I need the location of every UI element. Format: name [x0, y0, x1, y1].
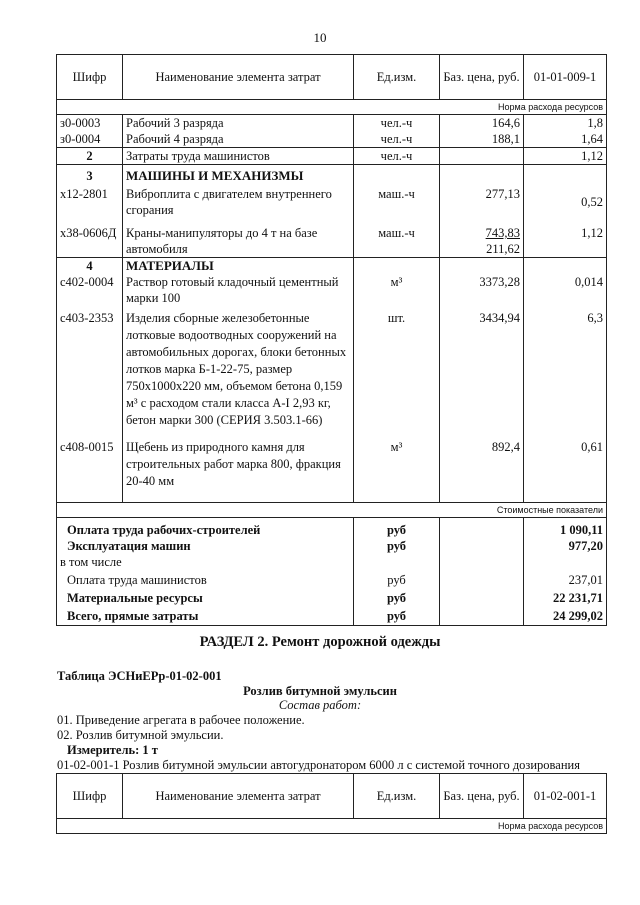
row-code: с402-0004 — [57, 274, 123, 306]
works-title: Состав работ: — [278, 698, 362, 712]
row-name: Раствор готовый кладочный цементный марки 100 — [123, 274, 354, 306]
row-price — [440, 148, 524, 165]
table-row — [57, 274, 607, 306]
row-code: х12-2801 — [57, 184, 123, 218]
header-rate-code: 01-01-009-1 — [524, 55, 607, 100]
row-value: 0,014 — [524, 274, 607, 306]
cost-label: Материальные ресурсы — [57, 588, 354, 606]
row-unit: чел.-ч — [354, 148, 440, 165]
cost-row — [57, 606, 607, 626]
cost-value: 1 090,11 — [524, 522, 607, 538]
cost-value: 24 299,02 — [524, 606, 607, 626]
row-price: 164,6 — [440, 115, 524, 132]
cost-label: в том числе — [57, 554, 354, 570]
row-name: Виброплита с двигателем внутреннего сгорания — [123, 184, 354, 218]
header-name: Наименование элемента затрат — [123, 774, 354, 819]
cost-label: Оплата труда рабочих-строителей — [57, 522, 354, 538]
section-title: РАЗДЕЛ 2. Ремонт дорожной одежды — [199, 634, 441, 650]
table-row — [57, 306, 607, 435]
table-row — [57, 435, 607, 503]
cost-value: 977,20 — [524, 538, 607, 554]
row-price: 277,13 — [440, 184, 524, 218]
cost-unit: руб — [354, 522, 440, 538]
row-value: 1,8 — [524, 115, 607, 132]
row-name: Рабочий 3 разряда — [123, 115, 354, 132]
row-price — [440, 218, 524, 258]
cost-value: 22 231,71 — [524, 588, 607, 606]
row-name: Краны-манипуляторы до 4 т на базе автомобиля — [123, 218, 354, 258]
section-number: 4 — [57, 258, 123, 275]
row-code: х38-0606Д — [57, 218, 123, 258]
row-unit: чел.-ч — [354, 115, 440, 132]
row-value: 6,3 — [524, 306, 607, 435]
operation-title: Розлив битумной эмульсин — [243, 684, 397, 698]
cost-label: Всего, прямые затраты — [57, 606, 354, 626]
row-unit: м³ — [354, 274, 440, 306]
work-item: 01. Приведение агрегата в рабочее положение. — [57, 713, 305, 727]
row-unit: маш.-ч — [354, 218, 440, 258]
table-row — [57, 218, 607, 258]
cost-label: Оплата труда машинистов — [57, 570, 354, 588]
row-price: 188,1 — [440, 131, 524, 148]
cost-unit — [354, 554, 440, 570]
header-price: Баз. цена, руб. — [440, 774, 524, 819]
header-code: Шифр — [57, 774, 123, 819]
cost-label: Эксплуатация машин — [57, 538, 354, 554]
header-rate-code: 01-02-001-1 — [524, 774, 607, 819]
table-row — [57, 115, 607, 132]
resource-band: Норма расхода ресурсов — [57, 100, 607, 115]
resource-table-2 — [56, 773, 607, 834]
row-unit: шт. — [354, 306, 440, 435]
variant-description: 01-02-001-1 Розлив битумной эмульсии автогудронатором 6000 л с системой точного дозирования — [57, 758, 580, 772]
row-code: с403-2353 — [57, 306, 123, 435]
cost-row — [57, 570, 607, 588]
price-extra: 211,62 — [486, 242, 520, 256]
row-price: 3434,94 — [440, 306, 524, 435]
row-name: Затраты труда машинистов — [123, 148, 354, 165]
cost-unit: руб — [354, 606, 440, 626]
row-code: з0-0004 — [57, 131, 123, 148]
section-row-materials — [57, 258, 607, 275]
row-name: Рабочий 4 разряда — [123, 131, 354, 148]
header-price: Баз. цена, руб. — [440, 55, 524, 100]
row-value: 1,12 — [524, 148, 607, 165]
table-header — [57, 55, 607, 100]
section-number: 3 — [57, 165, 123, 185]
row-unit: чел.-ч — [354, 131, 440, 148]
table-row — [57, 148, 607, 165]
row-price: 3373,28 — [440, 274, 524, 306]
header-unit: Ед.изм. — [354, 774, 440, 819]
row-name: Щебень из природного камня для строительных работ марка 800, фракция 20-40 мм — [123, 435, 354, 503]
row-price: 892,4 — [440, 435, 524, 503]
row-value: 0,61 — [524, 435, 607, 503]
work-item: 02. Розлив битумной эмульсии. — [57, 728, 224, 742]
header-unit: Ед.изм. — [354, 55, 440, 100]
table-code: Таблица ЭСНиЕРр-01-02-001 — [57, 669, 222, 683]
cost-row — [57, 588, 607, 606]
cost-row — [57, 522, 607, 538]
cost-unit: руб — [354, 538, 440, 554]
cost-row — [57, 538, 607, 554]
row-code: с408-0015 — [57, 435, 123, 503]
row-name: Изделия сборные железобетонные лотковые водоотводных сооружений на автомобильных дорогах, блоки бетонных лотков марка Б-1-22-75, размер 750х1000х220 мм, объемом бетона 0,159 м³ с расходом стали класса А-I 2,93 кг, бетон марки 300 (СЕРИЯ 3.503.1-66) — [123, 306, 354, 435]
cost-row — [57, 554, 607, 570]
row-unit: м³ — [354, 435, 440, 503]
header-name: Наименование элемента затрат — [123, 55, 354, 100]
table-row — [57, 184, 607, 218]
section-title: МАТЕРИАЛЫ — [123, 258, 354, 275]
row-value: 0,52 — [524, 184, 607, 218]
resource-table-1 — [56, 54, 607, 626]
price-base: 743,83 — [485, 226, 520, 240]
cost-unit: руб — [354, 570, 440, 588]
cost-band: Стоимостные показатели — [57, 503, 607, 518]
row-code: 2 — [57, 148, 123, 165]
cost-value: 237,01 — [524, 570, 607, 588]
resource-band: Норма расхода ресурсов — [57, 819, 607, 834]
header-code: Шифр — [57, 55, 123, 100]
meter: Измеритель: 1 т — [67, 743, 158, 757]
cost-unit: руб — [354, 588, 440, 606]
table-row — [57, 131, 607, 148]
row-unit: маш.-ч — [354, 184, 440, 218]
table-header — [57, 774, 607, 819]
row-value: 1,12 — [524, 218, 607, 258]
row-value: 1,64 — [524, 131, 607, 148]
row-code: з0-0003 — [57, 115, 123, 132]
section-title: МАШИНЫ И МЕХАНИЗМЫ — [123, 165, 354, 185]
page-number: 10 — [313, 30, 327, 45]
section-row-machines — [57, 165, 607, 185]
cost-value — [524, 554, 607, 570]
